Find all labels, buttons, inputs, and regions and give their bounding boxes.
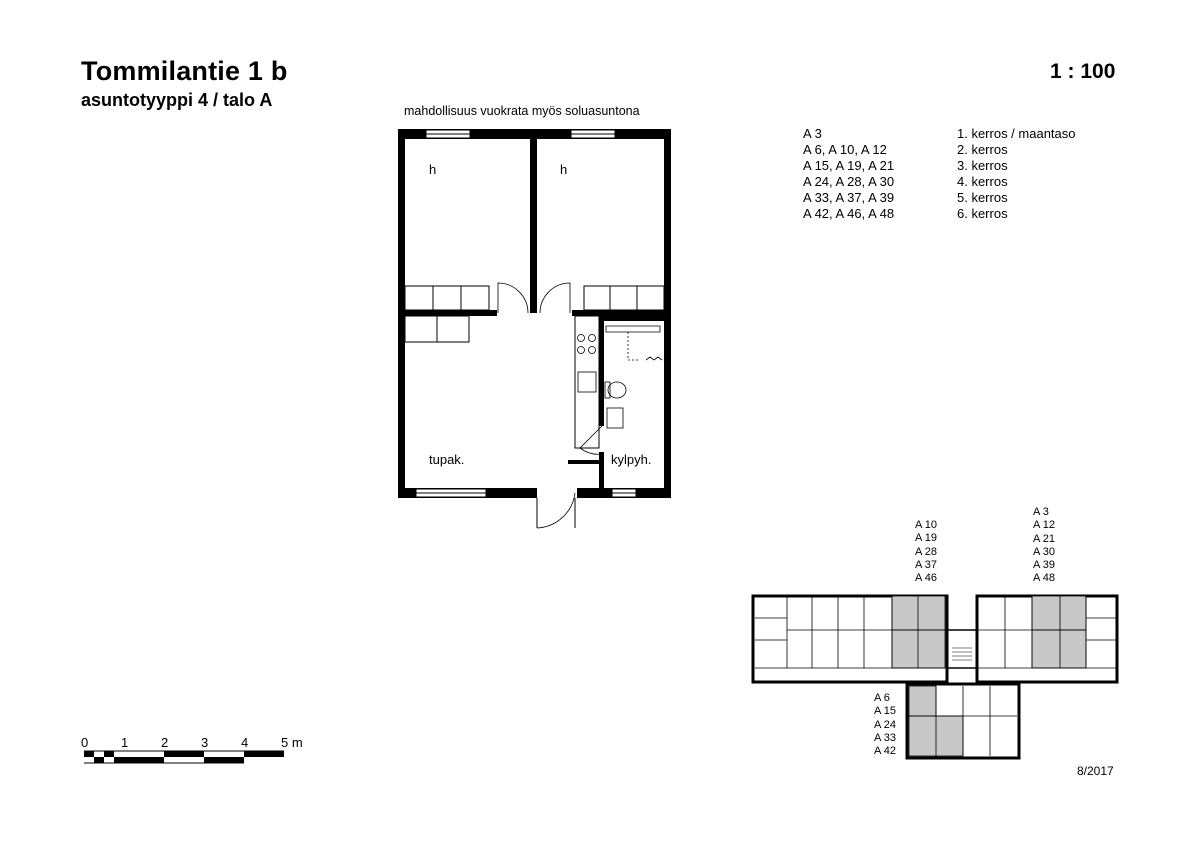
floor-apartments: A 24, A 28, A 30: [803, 174, 895, 189]
unit-label: A 30: [1033, 545, 1056, 558]
unit-label: A 21: [1033, 532, 1056, 545]
bedroom-partition: [530, 139, 537, 313]
key-plan: [753, 596, 1117, 758]
floor-level: 3. kerros: [957, 158, 1008, 173]
floor-level: 2. kerros: [957, 142, 1008, 157]
scale-tick-label: 0: [81, 735, 89, 750]
highlight-unit: [892, 596, 945, 630]
unit-label: A 6: [874, 692, 890, 704]
outer-wall-left: [398, 129, 405, 498]
floor-level: 5. kerros: [957, 190, 1008, 205]
entrance-opening: [537, 488, 577, 498]
unit-label: A 12: [1033, 519, 1056, 532]
entrance-door-swing: [537, 493, 575, 528]
bedroom2-wall: [572, 310, 664, 316]
unit-label: A 19: [915, 532, 938, 545]
right-wing-unit-list: [1033, 506, 1055, 586]
page-subtitle: asuntotyyppi 4 / talo A: [81, 90, 273, 110]
unit-label: A 37: [915, 558, 938, 571]
room-label-bedroom-1: h: [429, 162, 437, 177]
unit-label: A 28: [915, 545, 938, 558]
bathroom-wall: [599, 316, 604, 426]
kitchen-sink: [578, 372, 596, 392]
unit-label: A 33: [874, 731, 897, 744]
unit-label: A 10: [915, 519, 938, 531]
washbasin: [607, 408, 623, 428]
floor-apartments: A 3: [803, 126, 822, 141]
scale-tick-label: 1: [121, 735, 129, 750]
bedroom1-door: [498, 283, 528, 313]
floor-level: 4. kerros: [957, 174, 1008, 189]
drawing-scale: 1 : 100: [1050, 60, 1116, 83]
room-label-living: tupak.: [429, 452, 465, 467]
apartment-plan: [398, 129, 671, 528]
drawing-date: 8/2017: [1077, 764, 1114, 778]
bedroom1-wall: [405, 310, 497, 316]
room-label-bath: kylpyh.: [611, 452, 652, 467]
unit-label: A 42: [874, 745, 897, 758]
bedroom2-door: [540, 283, 570, 313]
page-title: Tommilantie 1 b: [81, 56, 288, 86]
scale-tick-label: 4: [241, 735, 249, 750]
floor-apartments: A 6, A 10, A 12: [803, 142, 887, 157]
wardrobe: [405, 286, 489, 310]
stair-core: [947, 630, 977, 668]
unit-label: A 48: [1033, 572, 1056, 585]
floor-apartments: A 33, A 37, A 39: [803, 190, 895, 205]
wardrobe: [584, 286, 664, 310]
scale-tick-label: 2: [161, 735, 169, 750]
unit-label: A 24: [874, 718, 897, 731]
outer-wall-right: [664, 129, 671, 498]
floor-apartments: A 42, A 46, A 48: [803, 206, 895, 221]
unit-label: A 3: [1033, 506, 1049, 518]
left-wing-unit-list: [915, 519, 937, 585]
unit-label: A 15: [874, 705, 897, 718]
scale-bar-labels: [78, 735, 318, 751]
floor-apartments: A 15, A 19, A 21: [803, 158, 895, 173]
unit-label: A 46: [915, 572, 938, 585]
plan-caption: mahdollisuus vuokrata myös soluasuntona: [404, 104, 640, 118]
floor-level: 1. kerros / maantaso: [957, 126, 1076, 141]
lower-wing-unit-list: [874, 692, 896, 758]
unit-label: A 39: [1033, 559, 1056, 572]
scale-tick-label: 5 m: [281, 735, 303, 750]
toilet: [608, 382, 626, 398]
room-label-bedroom-2: h: [560, 162, 568, 177]
floor-level: 6. kerros: [957, 206, 1008, 221]
scale-bar: [84, 751, 284, 763]
scale-tick-label: 3: [201, 735, 209, 750]
